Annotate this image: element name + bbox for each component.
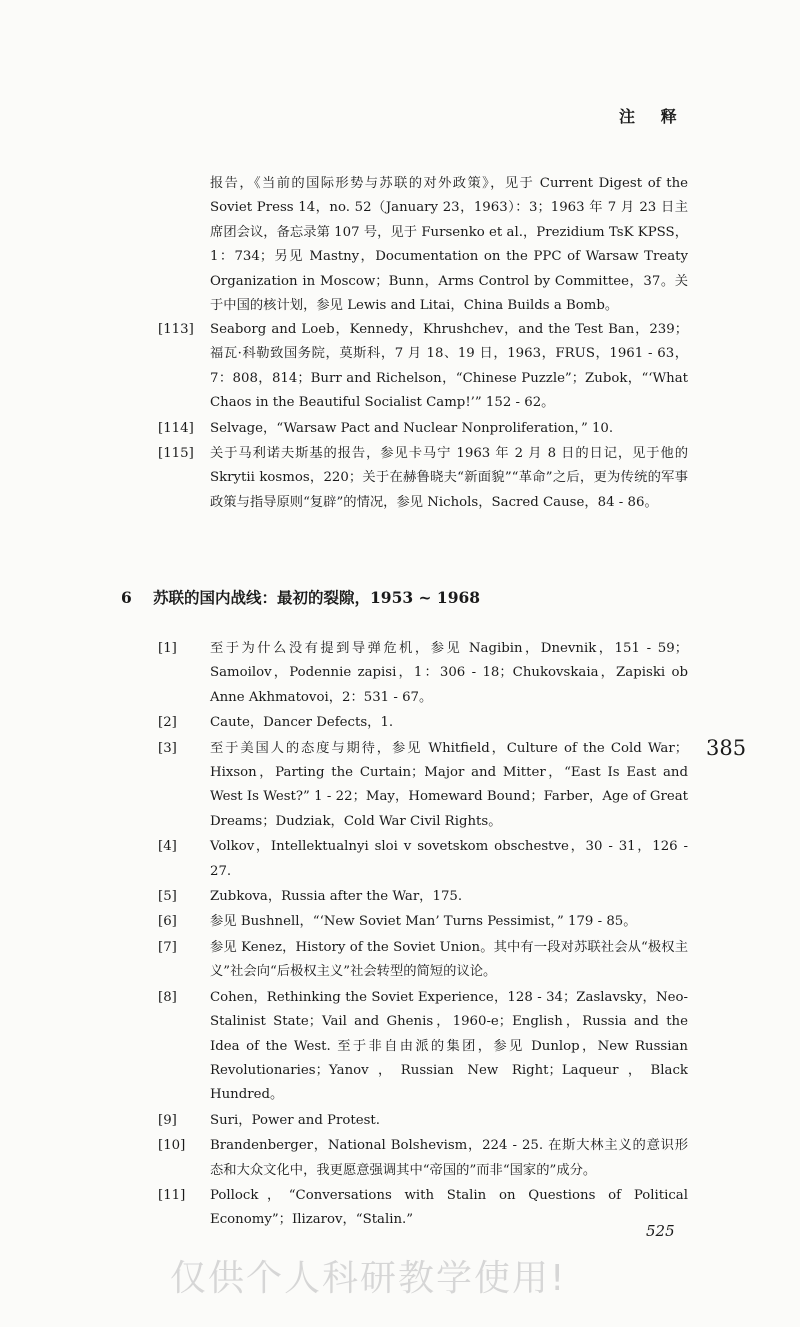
note-text: Suri，Power and Protest.: [210, 1112, 380, 1128]
note-continuation-text: 报告，《当前的国际形势与苏联的对外政策》，见于 Current Digest of the Soviet Press 14，no. 52（January 23，1963）：3；1963 年 7 月 23 日主席团会议，备忘录第 107 号，见于 Fursenko et al.，Prezidium TsK KPSS，1：734；另见 Mastny，Documentation on the PPC of Warsaw Treaty Organization in Moscow；Bunn，Arms Control by Committee，37。关于中国的核计划，参见 Lewis and Litai，China Builds a Bomb。: [210, 176, 688, 314]
note-text: Pollock，“Conversations with Stalin on Questions of Political Economy”；Ilizarov，“Stalin.”: [210, 1187, 688, 1228]
note-item: [158, 1184, 688, 1233]
note-text: Zubkova，Russia after the War，175.: [210, 889, 463, 905]
note-text: 至于为什么没有提到导弹危机，参见 Nagibin，Dnevnik，151 - 59；Samoilov，Podennie zapisi，1：306 - 18；Chukovskaia，Zapiski ob Anne Akhmatovoi，2：531 - 67。: [210, 641, 688, 705]
note-item: [158, 910, 688, 934]
note-text: 参见 Kenez，History of the Soviet Union。其中有一段对苏联社会从“极权主义”社会向“后极权主义”社会转型的简短的议论。: [210, 939, 688, 980]
notes-chapter-6: [158, 637, 688, 1234]
note-text: 关于马利诺夫斯基的报告，参见卡马宁 1963 年 2 月 8 日的日记，见于他的 Skrytii kosmos，220；关于在赫鲁晓夫“新面貌”“革命”之后，更为传统的军事政策与指导原则“复辟”的情况，参见 Nichols，Sacred Cause，84 - 86。: [210, 446, 688, 510]
note-number: [2]: [158, 715, 177, 731]
note-number: [8]: [158, 989, 177, 1005]
note-item: [158, 711, 688, 735]
section-heading: [121, 586, 480, 608]
note-item: [158, 1109, 688, 1133]
original-page-marker: 385: [706, 736, 747, 760]
note-item: [158, 637, 688, 710]
note-number: [114]: [158, 420, 194, 436]
watermark: 仅供个人科研教学使用!: [170, 1258, 567, 1299]
note-item: [158, 885, 688, 909]
note-text: Cohen，Rethinking the Soviet Experience，128 - 34；Zaslavsky，Neo-Stalinist State；Vail and Ghenis，1960-e；English，Russia and the Idea of the West. 至于非自由派的集团，参见 Dunlop，New Russian Revolutionaries；Yanov，Russian New Right；Laqueur，Black Hundred。: [210, 989, 688, 1103]
note-number: [10]: [158, 1138, 186, 1154]
note-item: [158, 986, 688, 1108]
section-title: 苏联的国内战线：最初的裂隙，1953 ~ 1968: [153, 588, 481, 607]
note-text: Volkov，Intellektualnyi sloi v sovetskom obschestve，30 - 31，126 - 27.: [210, 839, 688, 879]
note-item: [158, 442, 688, 515]
note-number: [113]: [158, 322, 194, 337]
note-number: [11]: [158, 1187, 186, 1203]
note-text: Caute，Dancer Defects，1.: [210, 715, 394, 731]
note-number: [5]: [158, 889, 177, 905]
notes-previous-chapter: [158, 318, 688, 516]
note-item: [158, 318, 688, 416]
page-number: 525: [646, 1222, 675, 1240]
running-header: 注 释: [619, 107, 687, 126]
note-text: Selvage，“Warsaw Pact and Nuclear Nonproliferation，” 10.: [210, 420, 614, 436]
section-number: 6: [121, 588, 132, 607]
note-text: Seaborg and Loeb，Kennedy，Khrushchev，and the Test Ban，239；福瓦·科勒致国务院，莫斯科，7 月 18、19 日，1963，FRUS，1961 - 63，7：808，814；Burr and Richelson，“Chinese Puzzle”；Zubok，“‘What Chaos in the Beautiful Socialist Camp!’” 152 - 62。: [210, 322, 688, 411]
note-text: 至于美国人的态度与期待，参见 Whitfield，Culture of the Cold War；Hixson，Parting the Curtain；Major and Mitter，“East Is East and West Is West?” 1 - 22；May，Homeward Bound；Farber，Age of Great Dreams；Dudziak，Cold War Civil Rights。: [210, 740, 688, 829]
note-number: [1]: [158, 641, 177, 656]
note-continuation: [210, 172, 688, 318]
note-text: Brandenberger，National Bolshevism，224 - 25. 在斯大林主义的意识形态和大众文化中，我更愿意强调其中“帝国的”而非“国家的”成分。: [210, 1138, 688, 1178]
note-number: [115]: [158, 446, 194, 462]
note-number: [6]: [158, 914, 177, 930]
note-item: [158, 835, 688, 884]
note-item: [158, 1134, 688, 1183]
note-item: [158, 417, 688, 441]
note-number: [9]: [158, 1112, 177, 1128]
note-number: [3]: [158, 740, 177, 756]
note-number: [4]: [158, 839, 177, 855]
note-text: 参见 Bushnell，“‘New Soviet Man’ Turns Pessimist，” 179 - 85。: [210, 914, 637, 930]
note-item: [158, 936, 688, 985]
note-number: [7]: [158, 939, 177, 955]
note-item: [158, 737, 688, 835]
